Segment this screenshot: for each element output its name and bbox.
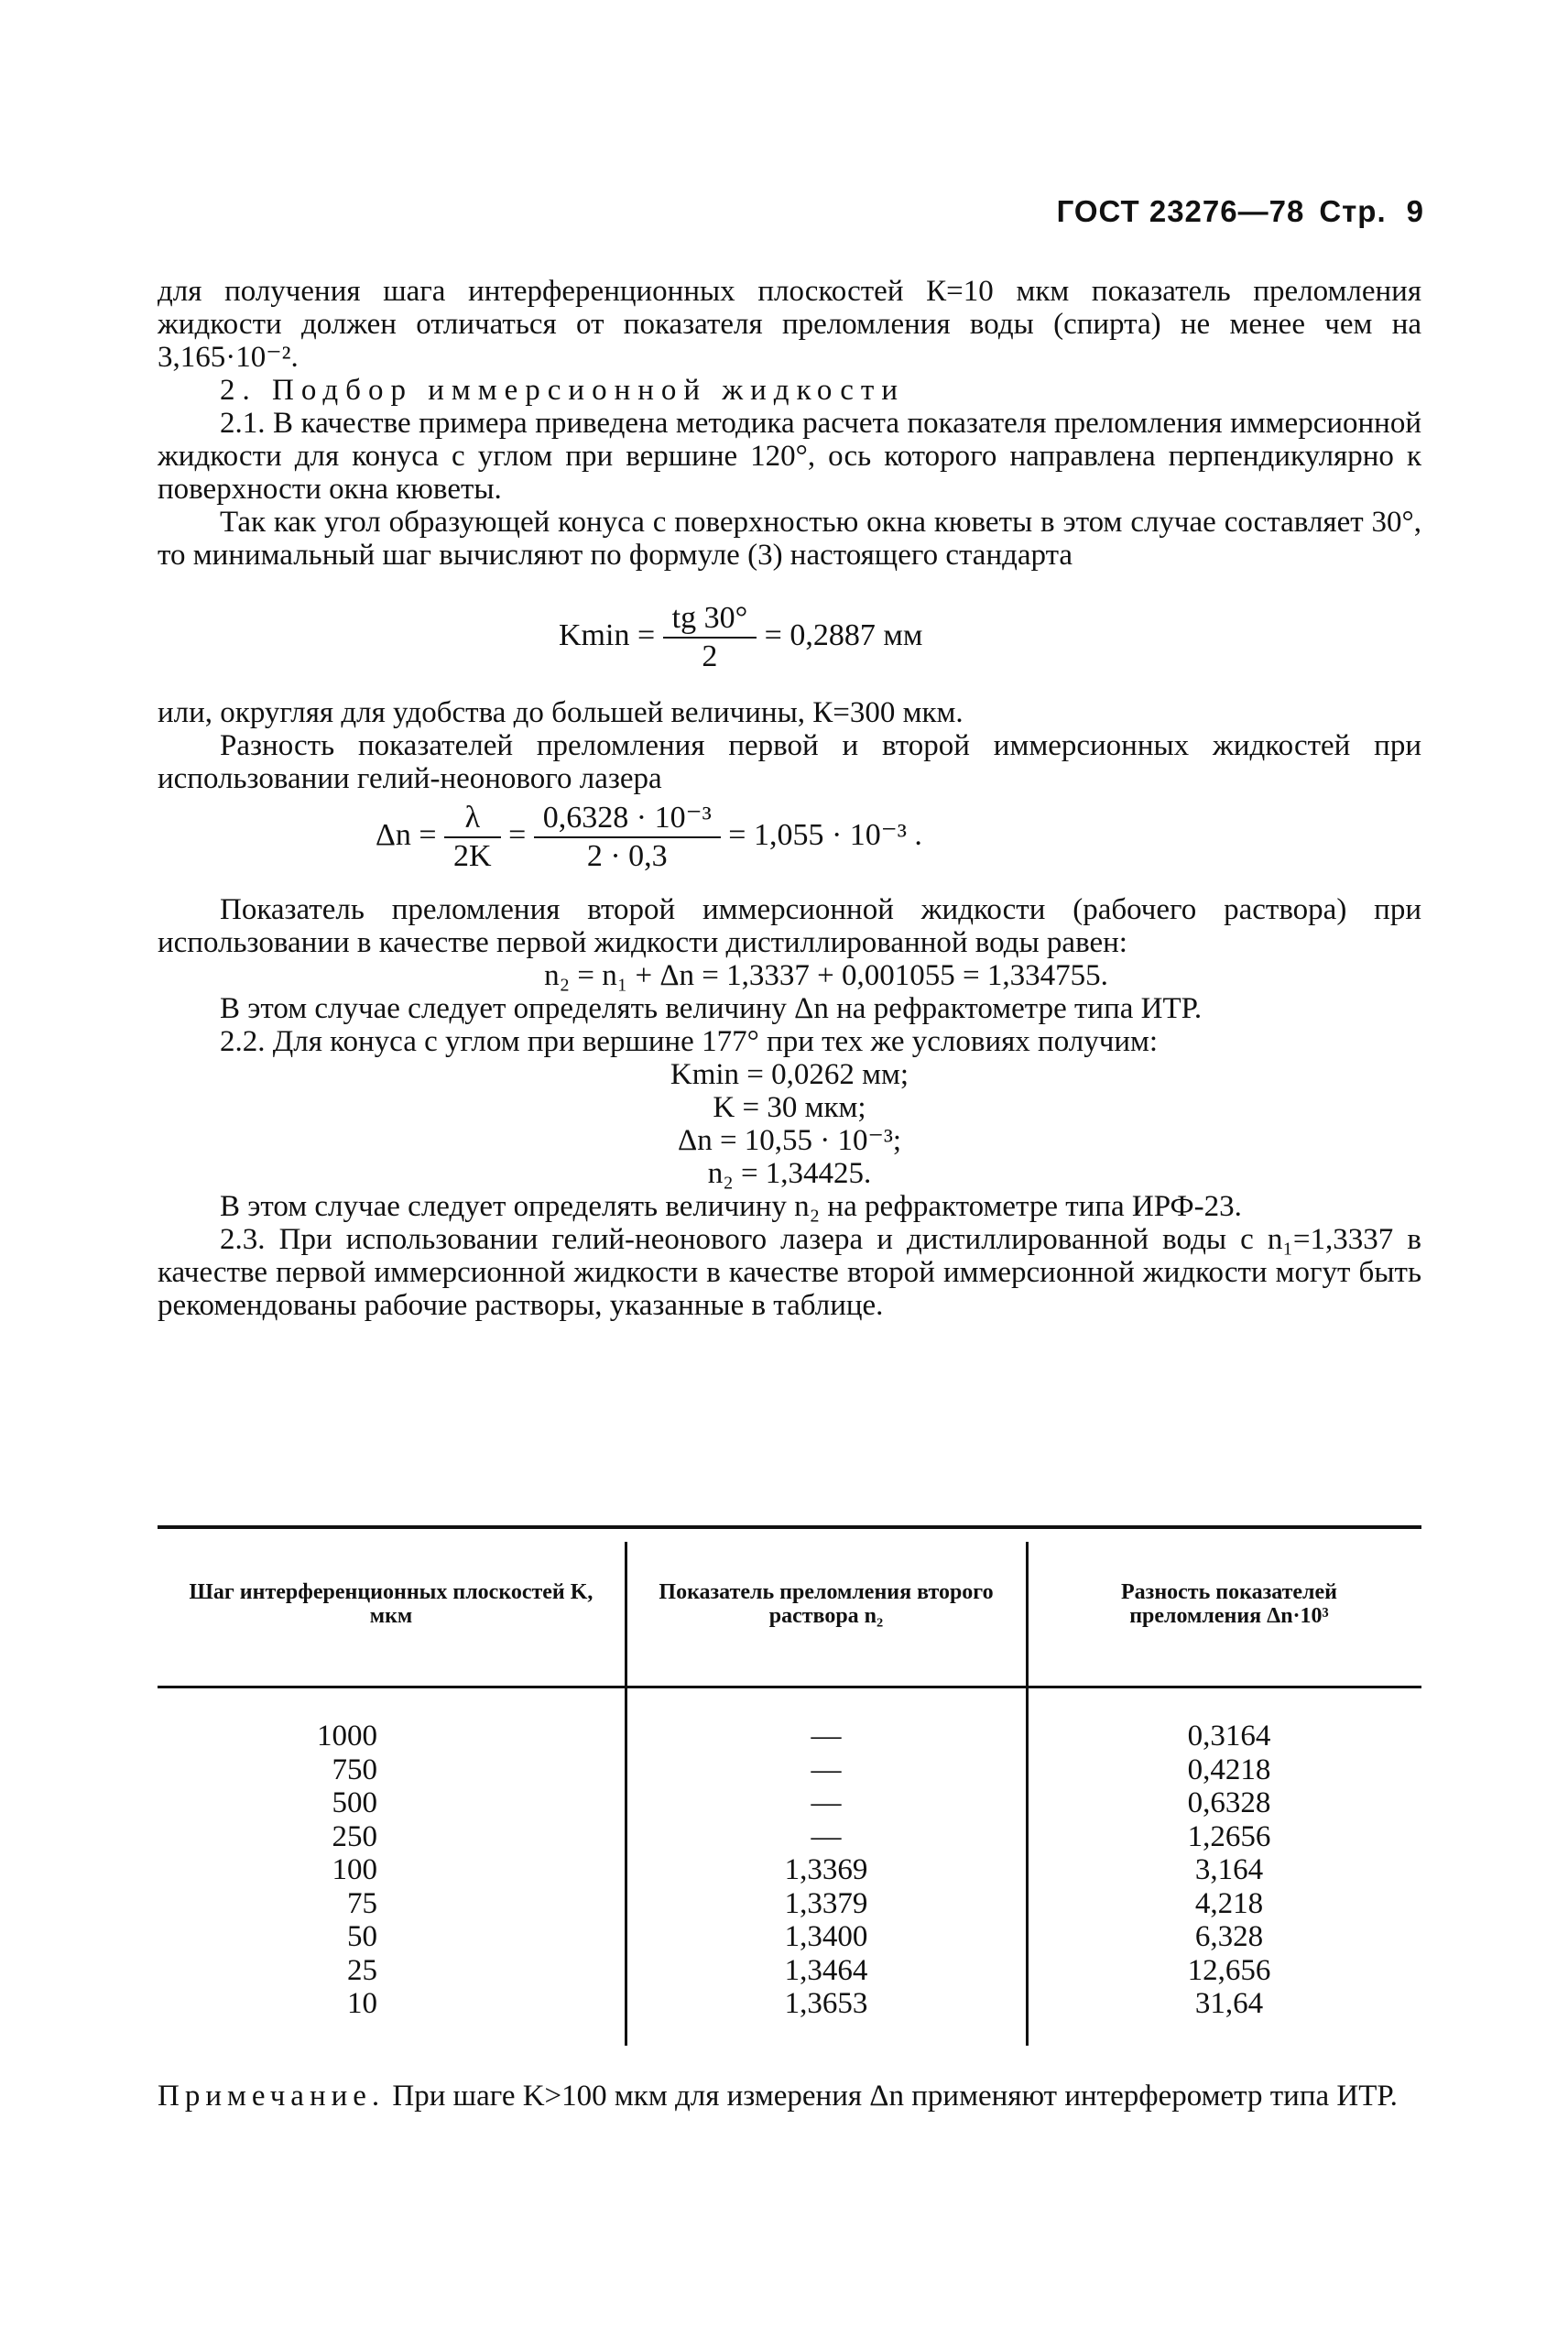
- table-cell: 1,2656: [1187, 1819, 1271, 1853]
- formula-dn-numerator-2: 0,6328 · 10⁻³: [534, 800, 721, 838]
- paragraph-itr: В этом случае следует определять величину Δn на рефрактометре типа ИТР.: [220, 992, 1203, 1025]
- table-cell: 25: [347, 1953, 377, 1987]
- table-cell: 500: [332, 1786, 377, 1819]
- formula-n2-2: n₂ = 1,34425.: [707, 1157, 872, 1190]
- table-cell: —: [811, 1819, 842, 1853]
- table-cell: 1,3464: [784, 1953, 868, 1987]
- table-cell: 75: [347, 1886, 377, 1920]
- table-cell: 6,328: [1194, 1920, 1264, 1953]
- table-column-k: [267, 1720, 377, 2021]
- formula-kmin-numerator: tg 30°: [663, 600, 757, 639]
- section-2-heading: 2. Подбор иммерсионной жидкости: [220, 374, 905, 407]
- table-cell: 1,3653: [784, 1987, 868, 2020]
- table-cell: 750: [332, 1753, 377, 1786]
- formula-dn-numerator-1: λ: [444, 800, 501, 838]
- formula-kmin-lhs: Kmin =: [559, 617, 656, 652]
- text-block-2: [158, 696, 1421, 795]
- table-cell: 0,4218: [1187, 1753, 1271, 1786]
- table-cell: 1,3379: [784, 1886, 868, 1920]
- table-cell: —: [811, 1786, 842, 1819]
- paragraph-n2-intro: Показатель преломления второй иммерсионной жидкости (рабочего раствора) при использовании в качестве первой жидкости дистиллированной воды равен:: [158, 893, 1421, 959]
- note-label: Примечание.: [158, 2080, 386, 2113]
- table-header-n2: Показатель преломления второго раствора n₂: [659, 1580, 994, 1628]
- formula-delta-n: [376, 800, 922, 875]
- formula-kmin-fraction: [663, 600, 757, 675]
- standard-code: ГОСТ 23276—78: [1056, 194, 1305, 228]
- text-block-3: [158, 893, 1421, 1322]
- formula-kmin: [559, 600, 922, 675]
- page-label: Стр.: [1319, 194, 1387, 228]
- text-block-1: [158, 275, 1421, 572]
- table-cell: —: [811, 1720, 842, 1753]
- paragraph-2-3: 2.3. При использовании гелий-неонового лазера и дистиллированной воды с n₁=1,3337 в качестве первой иммерсионной жидкости в качестве второй иммерсионной жидкости могут быть рекомендованы рабочие растворы, указанные в таблице.: [158, 1223, 1421, 1322]
- table-column-divider: [625, 1542, 627, 2046]
- table-header-dn: Разность показателей преломления Δn·10³: [1121, 1580, 1337, 1628]
- table-cell: 3,164: [1194, 1853, 1264, 1886]
- paragraph-2-2: 2.2. Для конуса с углом при вершине 177° при тех же условиях получим:: [220, 1025, 1159, 1058]
- table-cell: 250: [332, 1819, 377, 1853]
- page-number: 9: [1406, 194, 1424, 228]
- paragraph-intro: для получения шага интерференционных плоскостей К=10 мкм показатель преломления жидкости должен отличаться от показателя преломления воды (спирта) не менее чем на 3,165·10⁻².: [158, 275, 1421, 374]
- paragraph-difference: Разность показателей преломления первой и второй иммерсионных жидкостей при использовании гелий-неонового лазера: [158, 729, 1421, 795]
- formula-dn-equals: =: [508, 817, 527, 852]
- table-cell: 1000: [317, 1720, 377, 1753]
- formula-dn-2: Δn = 10,55 · 10⁻³;: [677, 1124, 902, 1157]
- formula-kmin-denominator: 2: [702, 639, 718, 673]
- formula-kmin-2: Kmin = 0,0262 мм;: [670, 1058, 909, 1091]
- table-header-k: Шаг интерференционных плоскостей K, мкм: [189, 1580, 593, 1628]
- table-cell: 0,6328: [1187, 1786, 1271, 1819]
- table-cell: 50: [347, 1920, 377, 1953]
- paragraph-2-1: 2.1. В качестве примера приведена методика расчета показателя преломления иммерсионной жидкости для конуса с углом при вершине 120°, ось которого направлена перпендикулярно к поверхности окна кюветы.: [158, 407, 1421, 506]
- table-header-rule: [158, 1686, 1421, 1688]
- table-cell: 4,218: [1194, 1886, 1264, 1920]
- table-column-dn: [1110, 1720, 1348, 2021]
- table-note: [158, 2078, 1421, 2114]
- formula-dn-fraction-1: [444, 800, 501, 875]
- formula-dn-rhs: = 1,055 · 10⁻³ .: [728, 817, 922, 852]
- table-cell: 10: [347, 1987, 377, 2020]
- formula-dn-denominator-2: 2 · 0,3: [586, 839, 668, 873]
- paragraph-irf: В этом случае следует определять величину n₂ на рефрактометре типа ИРФ-23.: [220, 1190, 1242, 1223]
- table-column-divider: [1026, 1542, 1029, 2046]
- formula-kmin-rhs: = 0,2887 мм: [764, 617, 923, 652]
- paragraph-2-1-cont: Так как угол образующей конуса с поверхностью окна кюветы в этом случае составляет 30°, то минимальный шаг вычисляют по формуле (3) настоящего стандарта: [158, 506, 1421, 572]
- table-top-rule: [158, 1525, 1421, 1529]
- table-cell: 1,3369: [784, 1853, 868, 1886]
- formula-dn-lhs: Δn =: [376, 817, 437, 852]
- table-cell: —: [811, 1753, 842, 1786]
- formula-n2: n₂ = n₁ + Δn = 1,3337 + 0,001055 = 1,334755.: [544, 959, 1108, 992]
- page-header: [1057, 194, 1424, 229]
- table-cell: 0,3164: [1187, 1720, 1271, 1753]
- table-cell: 1,3400: [784, 1920, 868, 1953]
- formula-k-2: K = 30 мкм;: [713, 1091, 866, 1124]
- paragraph-rounding: или, округляя для удобства до большей величины, К=300 мкм.: [158, 696, 964, 729]
- note-text: При шаге K>100 мкм для измерения Δn применяют интерферометр типа ИТР.: [392, 2080, 1398, 2113]
- table-cell: 31,64: [1194, 1987, 1264, 2020]
- formula-dn-denominator-1: 2K: [453, 839, 492, 873]
- table-cell: 12,656: [1187, 1953, 1271, 1987]
- formula-dn-fraction-2: [534, 800, 721, 875]
- table-column-n2: [707, 1720, 945, 2021]
- table-cell: 100: [332, 1853, 377, 1886]
